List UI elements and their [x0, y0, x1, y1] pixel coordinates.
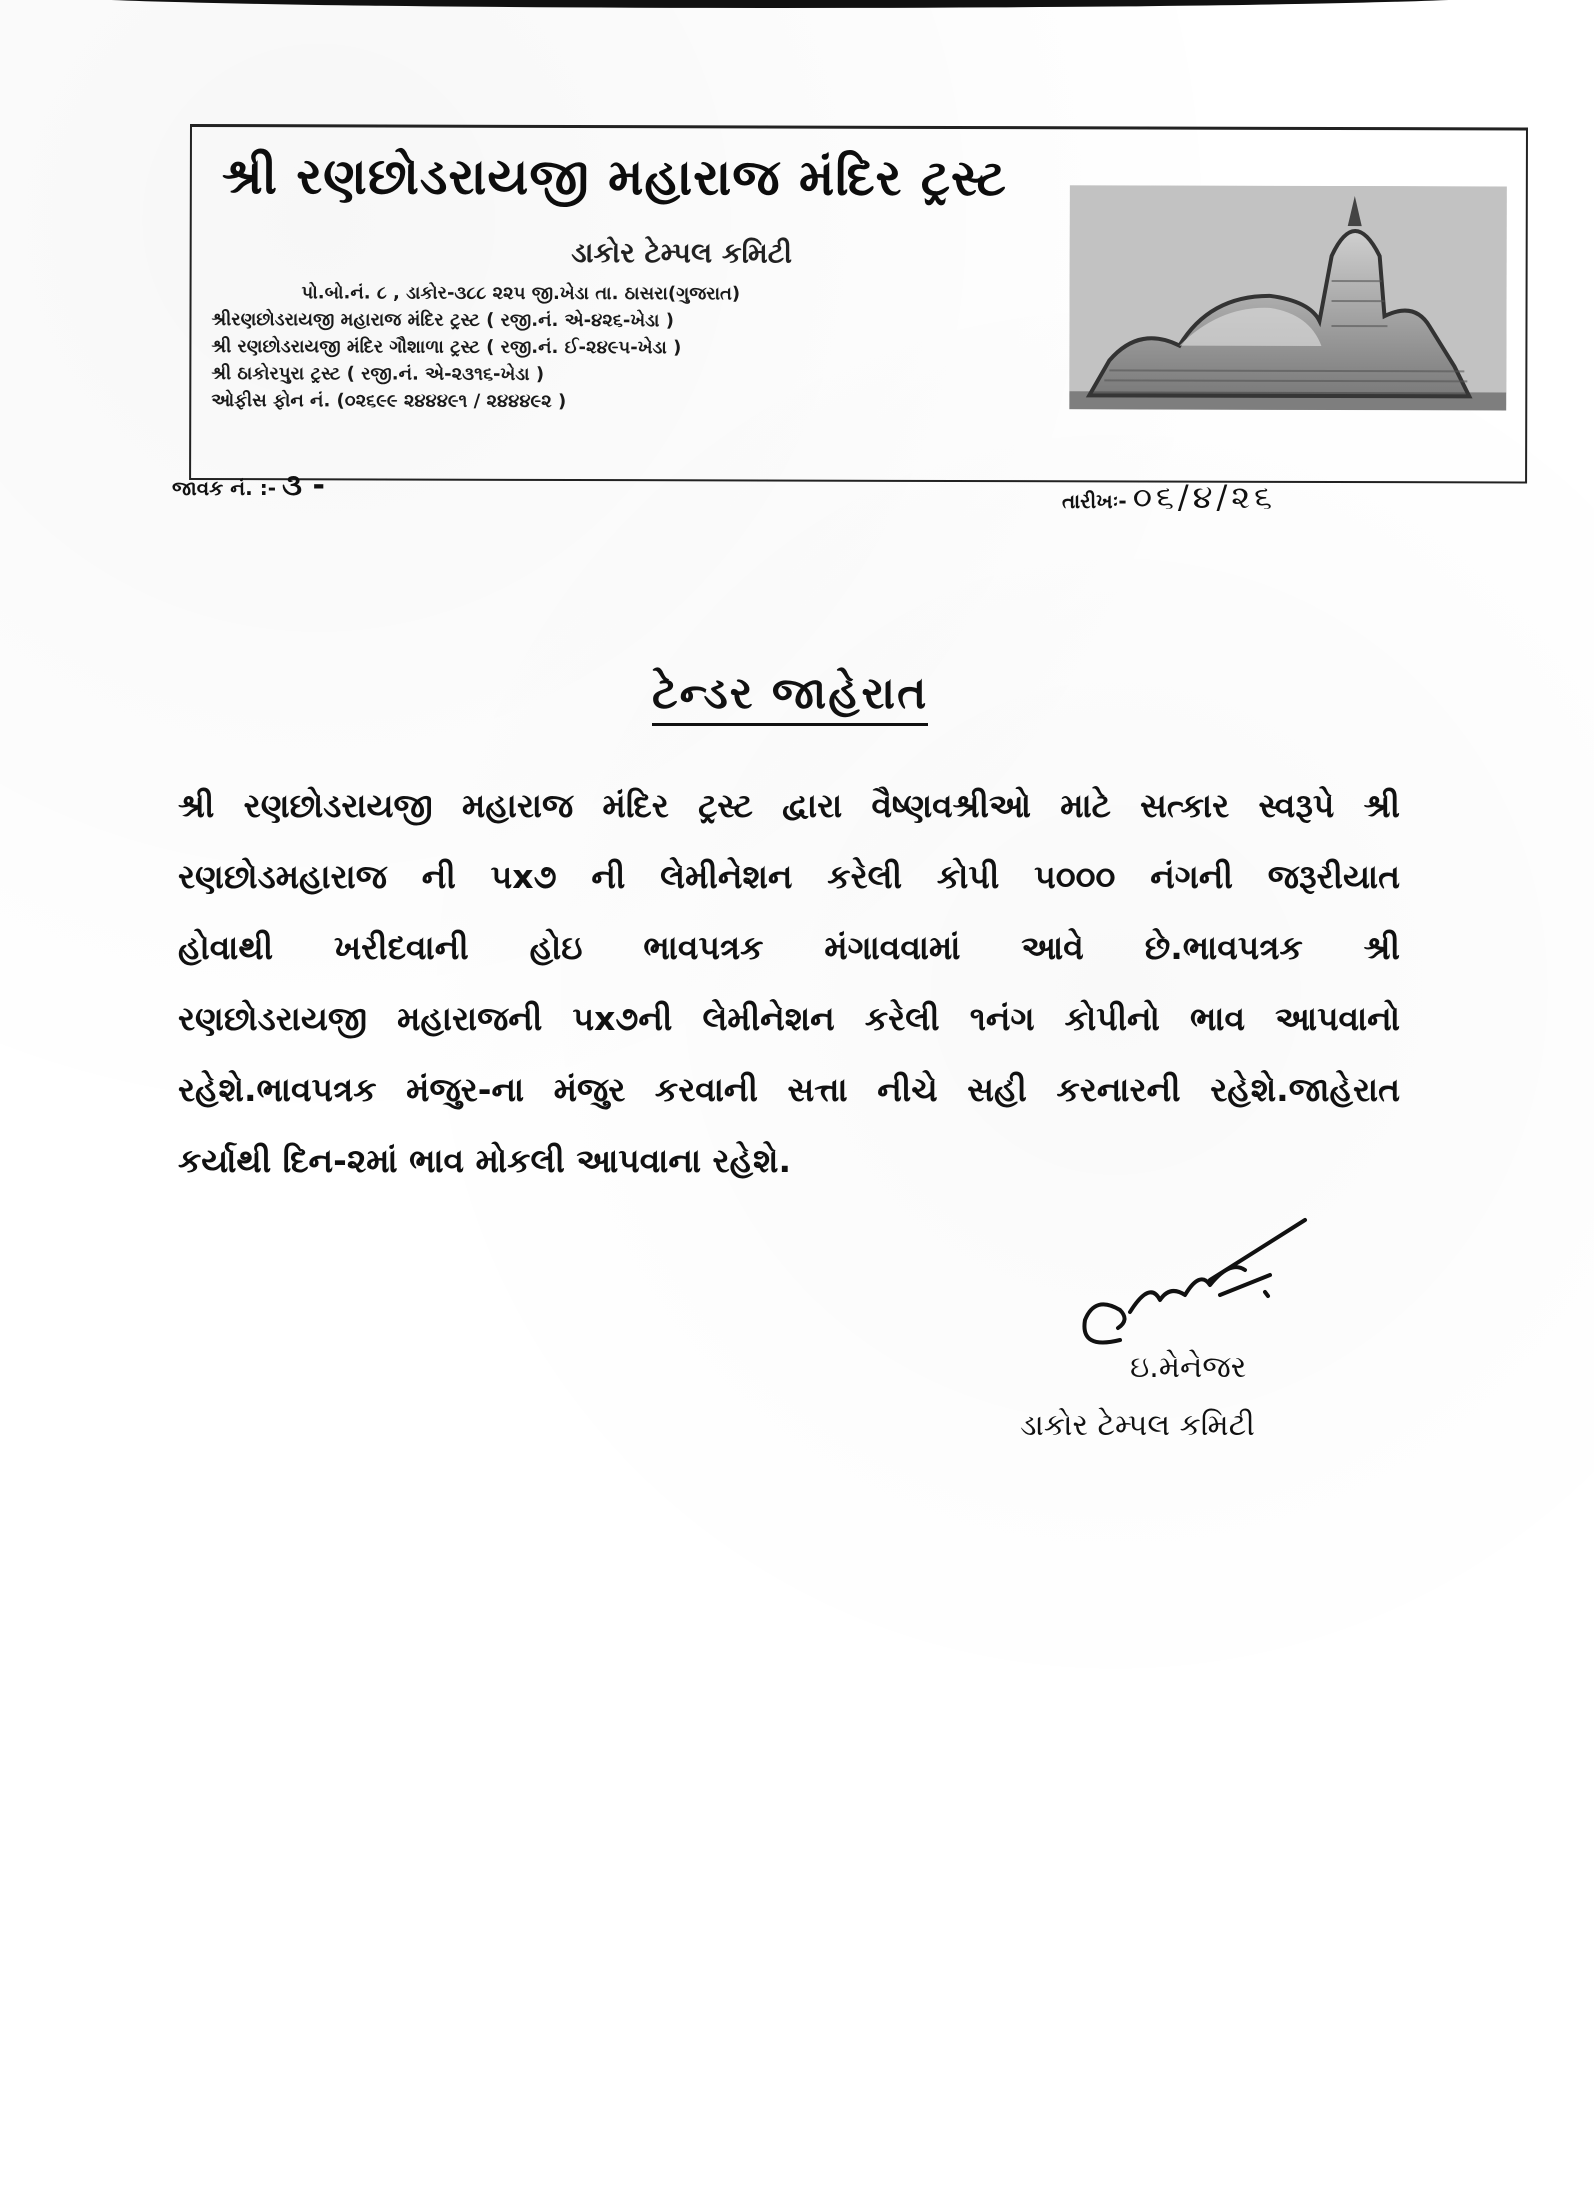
- organization-title: શ્રી રણછોડરાયજી મહારાજ મંદિર ટ્રસ્ટ: [221, 147, 1007, 208]
- registration-line: શ્રી ઠાકોરપુરા ટ્રસ્ટ ( રજી.નં. એ-૨૩૧૬-ખેડા ): [211, 363, 545, 385]
- body-line: શ્રી રણછોડરાયજી મહારાજ મંદિર ટ્રસ્ટ દ્વારા વૈષ્ણવશ્રીઓ માટે સત્કાર સ્વરૂપે શ્રી: [178, 786, 1400, 825]
- address-line: પો.બો.નં. ૮ , ડાકોર-૩૮૮ ૨૨૫ જી.ખેડા તા. ઠાસરા(ગુજરાત): [301, 282, 741, 305]
- organization-subtitle: ડાકોર ટેમ્પલ કમિટી: [571, 235, 793, 270]
- registration-line: શ્રી રણછોડરાયજી મંદિર ગૌશાળા ટ્રસ્ટ ( રજી.નં. ઈ-૨૪૯૫-ખેડા ): [211, 336, 682, 359]
- reference-number: [172, 468, 325, 503]
- body-line: રહેશે.ભાવપત્રક મંજુર-ના મંજુર કરવાની સત્તા નીચે સહી કરનારની રહેશે.જાહેરાત: [178, 1070, 1400, 1109]
- reference-value: ૩ -: [282, 468, 325, 503]
- signatory-title: ઇ.મેનેજર: [1130, 1350, 1247, 1385]
- temple-illustration-icon: [1069, 185, 1507, 410]
- temple-image: [1069, 185, 1507, 410]
- body-line: કર્યાથી દિન-૨માં ભાવ મોકલી આપવાના રહેશે.: [178, 1141, 792, 1180]
- letterhead: [189, 124, 1528, 484]
- registration-line: શ્રીરણછોડરાયજી મહારાજ મંદિર ટ્રસ્ટ ( રજી.નં. એ-૪૨૬-ખેડા ): [211, 309, 674, 332]
- reference-label: જાવક નં. :-: [172, 476, 277, 500]
- body-line: રણછોડમહારાજ ની ૫x૭ ની લેમીનેશન કરેલી કોપી ૫૦૦૦ નંગની જરૂરીયાત: [178, 857, 1400, 896]
- document-body: [178, 770, 1400, 1196]
- address-block: [211, 279, 1071, 416]
- scan-edge-shadow: [40, 0, 1520, 8]
- signature-block: [1020, 1200, 1340, 1460]
- body-line: રણછોડરાયજી મહારાજની ૫x૭ની લેમીનેશન કરેલી ૧નંગ કોપીનો ભાવ આપવાનો: [178, 999, 1400, 1038]
- document-heading: ટેન્ડર જાહેરાત: [652, 668, 928, 726]
- document-date: [1062, 478, 1276, 517]
- body-line: હોવાથી ખરીદવાની હોઇ ભાવપત્રક મંગાવવામાં આવે છે.ભાવપત્રક શ્રી: [178, 928, 1400, 967]
- signatory-organization: ડાકોર ટેમ્પલ કમિટી: [1020, 1408, 1255, 1443]
- phone-line: ઓફીસ ફોન નં. (૦૨૬૯૯ ૨૪૪૪૯૧ / ૨૪૪૪૯૨ ): [211, 390, 567, 412]
- date-value: ૦૬/૪/૨૬: [1132, 478, 1276, 516]
- date-label: તારીખઃ-: [1062, 489, 1127, 513]
- signature-icon: [1060, 1200, 1320, 1360]
